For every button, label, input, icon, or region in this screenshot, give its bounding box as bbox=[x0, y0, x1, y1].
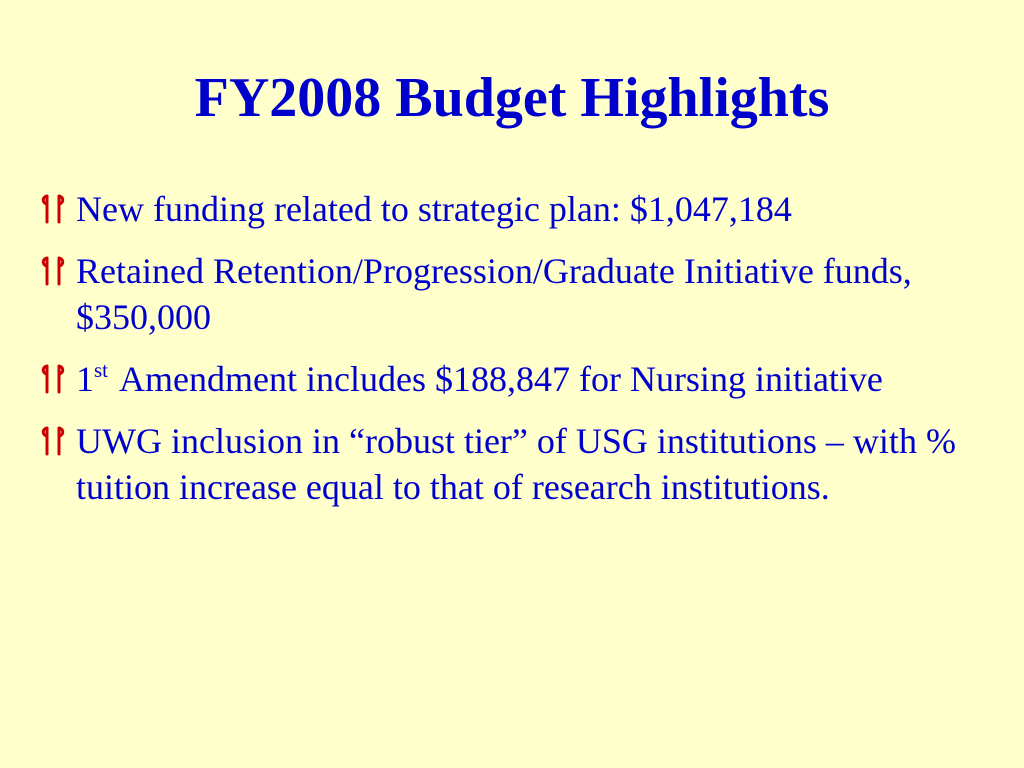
bullet-item-robust-tier bbox=[40, 418, 1000, 510]
ornamental-bullet-icon bbox=[40, 192, 66, 226]
bullet-text: Amendment includes $188,847 for Nursing initiative bbox=[119, 359, 883, 399]
bullet-list bbox=[40, 186, 1000, 526]
bullet-text: UWG inclusion in “robust tier” of USG institutions – with % tuition increase equal to that of research institutions. bbox=[76, 421, 956, 507]
ornamental-bullet-icon bbox=[40, 362, 66, 396]
ornamental-bullet-icon bbox=[40, 254, 66, 288]
bullet-text: Retained Retention/Progression/Graduate Initiative funds, $350,000 bbox=[76, 251, 912, 337]
ordinal-superscript: st bbox=[94, 358, 109, 382]
bullet-item-funding bbox=[40, 186, 1000, 232]
bullet-item-amendment bbox=[40, 356, 1000, 402]
slide-title: FY2008 Budget Highlights bbox=[194, 67, 830, 129]
ordinal-number: 1 bbox=[76, 359, 94, 399]
bullet-text: New funding related to strategic plan: $1,047,184 bbox=[76, 189, 792, 229]
ornamental-bullet-icon bbox=[40, 424, 66, 458]
bullet-item-retained-funds bbox=[40, 248, 1000, 340]
